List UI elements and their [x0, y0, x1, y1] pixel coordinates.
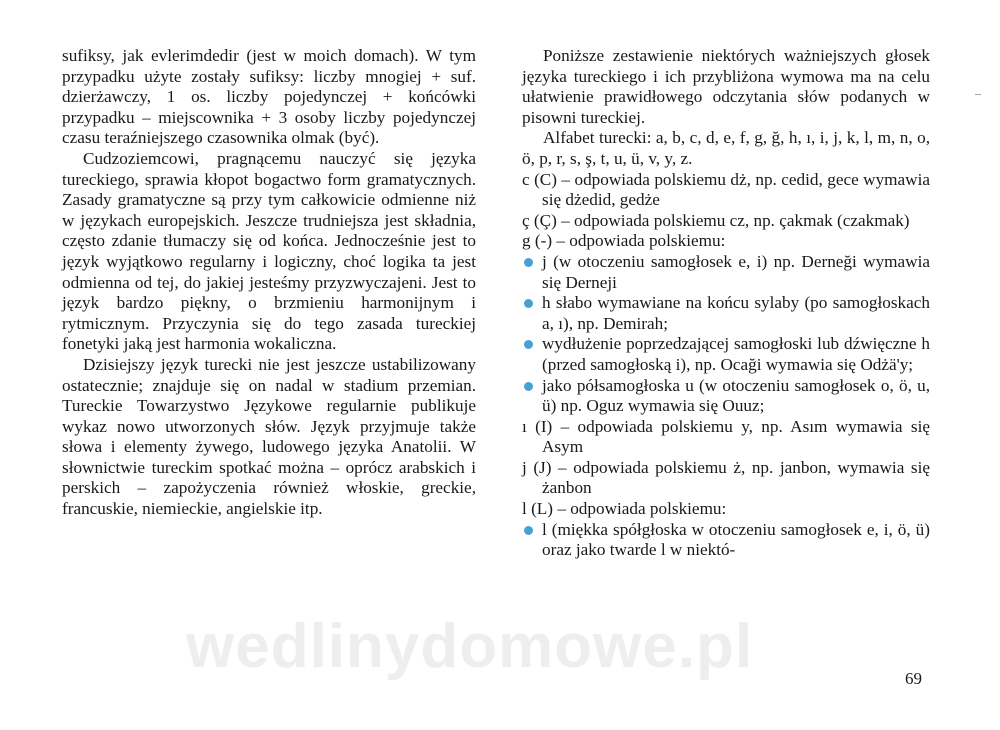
bullet-icon [524, 382, 533, 391]
list-item-g-3 [522, 334, 930, 375]
paragraph-grammar: Cudzoziemcowi, pragnącemu nauczyć się języka tureckiego, sprawia kłopot bogactwo form gramatycznych. Zasady gramatyczne są przy tym całkowicie odmienne niż w językach europejskich. Jeszcze trudniejsza jest składnia, często zdanie tłumaczy się od końca. Jednocześnie jest to język wyjątkowo regularny i logiczny, choć logika ta jest odmienna od tej, do jakiej jesteśmy przyzwyczajeni. Jest to język bardzo piękny, o brzmieniu harmonijnym i rytmicznym. Przyczynia się do tego zasada tureckiej fonetyki jaką jest harmonia wokaliczna. [62, 148, 476, 354]
right-column [522, 46, 930, 561]
watermark: wedlinydomowe.pl [186, 612, 754, 681]
list-item-text: l (miękka spółgłoska w otoczeniu samogłosek e, i, ö, ü) oraz jako twarde l w niektó- [542, 519, 930, 560]
list-item-g-1 [522, 252, 930, 293]
entry-dotless-i: ı (I) – odpowiada polskiemu y, np. Asım wymawia się Asym [522, 416, 930, 457]
entry-c-cedilla: ç (Ç) – odpowiada polskiemu cz, np. çakmak (czakmak) [522, 210, 910, 230]
list-item-g-2 [522, 293, 930, 334]
list-item-text: jako półsamogłoska u (w otoczeniu samogłosek o, ö, u, ü) np. Oguz wymawia się Ouuz; [542, 375, 930, 416]
paragraph-modern-language: Dzisiejszy język turecki nie jest jeszcze ustabilizowany ostatecznie; znajduje się on nadal w stadium przemian. Tureckie Towarzystwo Językowe regularnie publikuje wykaz nowo utworzonych słów. Język przyjmuje także słowa i elementy żywego, ludowego języka Anatolii. W słownictwie tureckim spotkać można – oprócz arabskich i perskich – zapożyczenia również włoskie, greckie, francuskie, niemieckie, angielskie itp. [62, 354, 476, 519]
entry-j: j (J) – odpowiada polskiemu ż, np. janbon, wymawia się żanbon [522, 457, 930, 498]
list-item-text: j (w otoczeniu samogłosek e, i) np. Derneği wymawia się Derneji [542, 251, 930, 292]
bullet-icon [524, 526, 533, 535]
paragraph-continuation: sufiksy, jak evlerimdedir (jest w moich domach). W tym przypadku użyte zostały sufiksy: liczby mnogiej + suf. dzierżawczy, 1 os. liczby pojedynczej + końcówki przypadku – miejscownika + 3 osoby liczby pojedynczej czasu teraźniejszego czasownika olmak (być). [62, 46, 476, 148]
list-item-g-4 [522, 376, 930, 417]
list-item-text: h słabo wymawiane na końcu sylaby (po samogłoskach a, ı), np. Demirah; [542, 293, 930, 333]
list-item-text: wydłużenie poprzedzającej samogłoski lub dźwięczne h (przed samogłoską i), np. Ocaği wymawia się Odżä'y; [542, 334, 930, 374]
edge-mark [975, 94, 981, 95]
page-number: 69 [905, 669, 922, 688]
bullet-icon [524, 299, 533, 308]
paragraph-intro: Poniższe zestawienie niektórych ważniejszych głosek języka tureckiego i ich przybliżona wymowa ma na celu ułatwienie prawidłowego odczytania słów podanych w pisowni tureckiej. [522, 46, 930, 127]
left-column [62, 46, 476, 520]
bullet-icon [524, 258, 533, 267]
entry-c: c (C) – odpowiada polskiemu dż, np. cedid, gece wymawia się dżedid, gedże [522, 169, 930, 210]
list-item-l-1 [522, 520, 930, 561]
bullet-icon [524, 340, 533, 349]
entry-g: g (-) – odpowiada polskiemu: [522, 231, 726, 251]
alphabet-line: Alfabet turecki: a, b, c, d, e, f, g, ğ, h, ı, i, j, k, l, m, n, o, ö, p, r, s, ş, t, u, ü, v, y, z. [522, 128, 930, 168]
entry-l: l (L) – odpowiada polskiemu: [522, 499, 727, 519]
